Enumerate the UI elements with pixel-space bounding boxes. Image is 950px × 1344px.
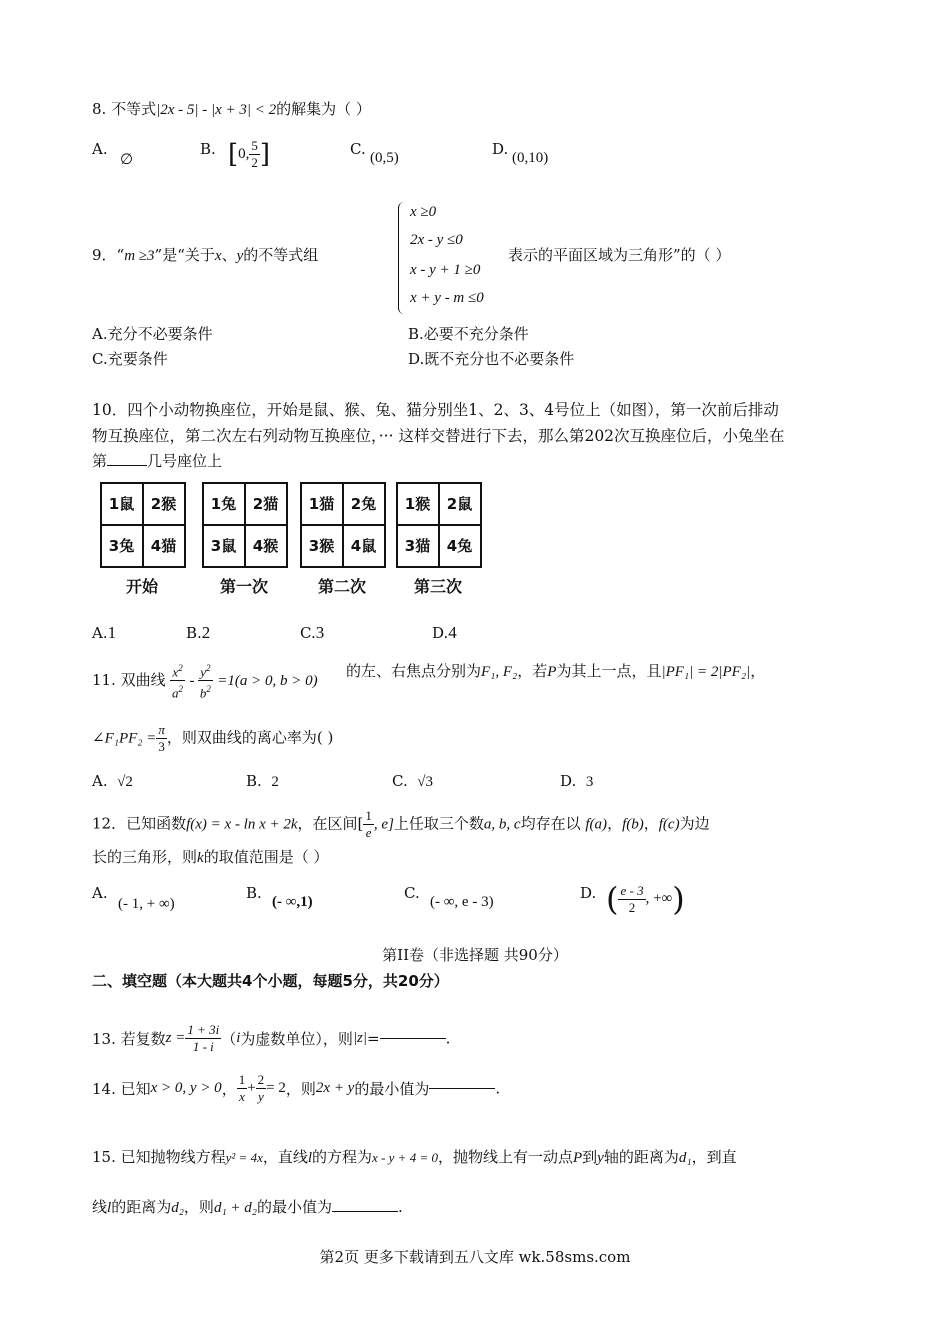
seat-grid [396, 482, 482, 568]
q8-expression: |2x - 5| - |x + 3| < 2 [156, 102, 277, 118]
seat-cell: 4猴 [252, 537, 279, 555]
q12-option-c-value: (- ∞, e - 3) [430, 894, 494, 910]
q15-line-2: 线l的距离为d₂，则d₁ + d₂的最小值为 . [92, 1198, 403, 1216]
q13-stem: 13. 若复数z = $\frac{1 + 3i}{1 - i}$ （i为虚数单位），则|z|= . [92, 1022, 451, 1054]
seat-grid [202, 482, 288, 568]
seat-grid-caption: 开始 [125, 577, 158, 596]
q11-stem-b: 的左、右焦点分别为F₁, F₂，若P为其上一点，且|PF₁| = 2|PF₂|， [346, 662, 766, 680]
q11-angle: ∠F₁PF₂ = $\frac{\pi}{3}$ ，则双曲线的离心率为( ) [92, 722, 334, 754]
seat-cell: 2鼠 [446, 495, 473, 513]
q10-option-a: A.1 [92, 623, 117, 642]
seat-cell: 2兔 [350, 495, 377, 513]
section-title: 二、填空题（本大题共4个小题，每题5分，共20分） [92, 972, 449, 990]
seat-cell: 3鼠 [210, 537, 237, 555]
q10-line-1: 10．四个小动物换座位，开始是鼠、猴、兔、猫分别坐1、2、3、4号位上（如图），第一次前后排动 [92, 401, 779, 419]
seat-grid-caption: 第二次 [317, 577, 366, 596]
q8-option-c: C. [350, 140, 366, 158]
q9-option-d: D.既不充分也不必要条件 [408, 350, 575, 368]
q8-stem: 8. 不等式|2x - 5| - |x + 3| < 2的解集为（ ） [92, 100, 371, 118]
seat-cell: 2猫 [252, 495, 279, 513]
seat-grid [300, 482, 386, 568]
seat-cell: 3兔 [108, 537, 135, 555]
seat-cell: 3猴 [308, 537, 335, 555]
q11-option-c: C. √3 [392, 772, 433, 790]
q9-option-a: A.充分不必要条件 [92, 325, 213, 343]
q11-option-a: A. √2 [92, 772, 133, 790]
q14-stem: 14. 已知x > 0, y > 0， $\frac{1}{x}$ + $\frac{2}{y}$ = 2，则2x + y的最小值为 . [92, 1072, 501, 1104]
seat-cell: 1猫 [308, 495, 335, 513]
q10-line-2: 物互换座位，第二次左右列动物互换座位，··· 这样交替进行下去，那么第202次互换座位后，小兔坐在 [92, 427, 785, 445]
q8-option-b: B. [200, 140, 216, 158]
seat-cell: 1兔 [210, 495, 237, 513]
q8-option-c-value: (0,5) [370, 150, 399, 166]
q9-system-row: x ≥0 [410, 204, 437, 220]
q8-option-a: A. [92, 140, 108, 158]
q12-option-a-value: (- 1, + ∞) [118, 896, 175, 912]
page-footer: 第2页 更多下载请到五八文库 wk.58sms.com [319, 1248, 631, 1266]
q12-option-b-label: B. [246, 884, 262, 902]
q9-system-brace [398, 202, 405, 314]
seat-grid [100, 482, 186, 568]
q9-system-row: x + y - m ≤0 [410, 290, 484, 306]
q9-stem: 9．“m ≥3”是“关于x、y的不等式组 [92, 246, 319, 264]
section-header: 第II卷（非选择题 共90分） [382, 946, 568, 964]
seat-cell: 4鼠 [350, 537, 377, 555]
q8-option-b-value: [0, $\frac{5}{2}$ ] [228, 138, 271, 170]
q10-option-d: D.4 [432, 623, 457, 642]
seat-cell: 2猴 [150, 495, 177, 513]
seat-grid-caption: 第一次 [219, 577, 268, 596]
seat-cell: 1猴 [404, 495, 431, 513]
q11-option-d: D. 3 [560, 772, 594, 790]
seat-grid-caption: 第三次 [413, 577, 462, 596]
q9-system-row: x - y + 1 ≥0 [410, 262, 481, 278]
seat-cell: 4猫 [150, 537, 177, 555]
q12-option-d-label: D. [580, 884, 597, 902]
q12-option-a-label: A. [92, 884, 108, 902]
q8-option-d: D. [492, 140, 509, 158]
seat-cell: 1鼠 [108, 495, 135, 513]
q10-option-b: B.2 [186, 623, 211, 642]
q9-system-row: 2x - y ≤0 [410, 232, 463, 248]
q9-stem-end: 表示的平面区域为三角形”的（ ） [508, 246, 731, 264]
q12-line-2: 长的三角形，则k的取值范围是（ ） [92, 848, 329, 866]
seat-cell: 3猫 [404, 537, 431, 555]
q12-option-b-value: (- ∞,1) [272, 894, 313, 910]
q8-option-a-value: ∅ [120, 150, 134, 168]
q10-line-3: 第 几号座位上 [92, 452, 223, 470]
q8-option-d-value: (0,10) [512, 150, 549, 166]
q10-option-c: C.3 [300, 623, 325, 642]
q12-option-d-value: ( $\frac{e - 3}{2}$ , +∞) [606, 880, 685, 918]
q11-stem: 11. 双曲线 $\frac{x^2}{a^2}$ - $\frac{y^2}{b^2}$ =1(a > 0, b > 0) [92, 660, 318, 702]
q12-stem: 12．已知函数f(x) = x - ln x + 2k，在区间[ $\frac{1}{e}$ , e]上任取三个数a, b, c均存在以 f(a)，f(b)，f(c)为边 [92, 808, 710, 840]
seat-cell: 4兔 [446, 537, 473, 555]
q12-option-c-label: C. [404, 884, 420, 902]
q11-option-b: B. 2 [246, 772, 279, 790]
q9-option-b: B.必要不充分条件 [408, 325, 529, 343]
q15-line-1: 15. 已知抛物线方程y² = 4x，直线l的方程为x - y + 4 = 0，抛物线上有一动点P到y轴的距离为d₁，到直 [92, 1148, 737, 1166]
q9-option-c: C.充要条件 [92, 350, 168, 368]
